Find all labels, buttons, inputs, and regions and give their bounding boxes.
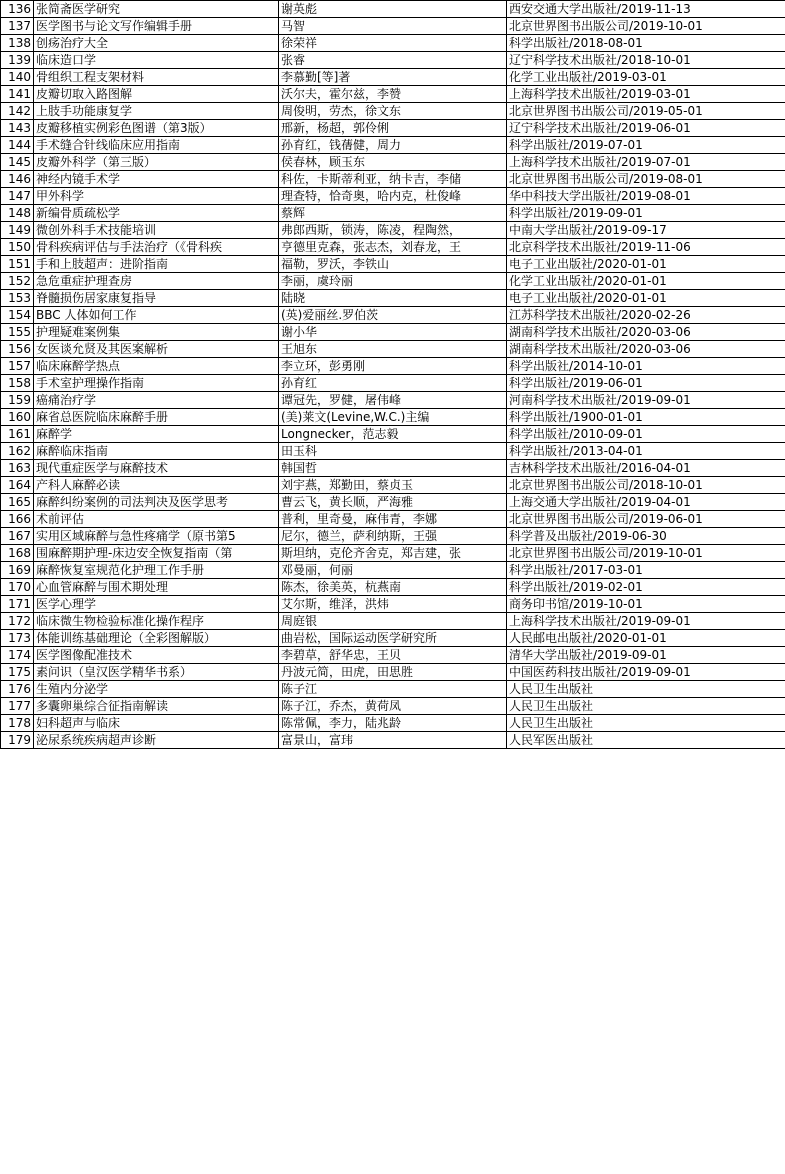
publisher-date-cell: 科学出版社/2010-09-01 <box>507 426 785 443</box>
author-cell: 曲岩松，国际运动医学研究所 <box>279 630 507 647</box>
row-number-cell: 156 <box>1 341 34 358</box>
row-number-cell: 173 <box>1 630 34 647</box>
publisher-date-cell: 上海交通大学出版社/2019-04-01 <box>507 494 785 511</box>
row-number-cell: 168 <box>1 545 34 562</box>
row-number-cell: 148 <box>1 205 34 222</box>
author-cell: (英)爱丽丝.罗伯茨 <box>279 307 507 324</box>
row-number-cell: 155 <box>1 324 34 341</box>
table-row <box>1 494 785 511</box>
book-title-cell: 医学图像配准技术 <box>34 647 279 664</box>
row-number-cell: 147 <box>1 188 34 205</box>
publisher-date-cell: 科学出版社/2019-06-01 <box>507 375 785 392</box>
row-number-cell: 139 <box>1 52 34 69</box>
author-cell: 马智 <box>279 18 507 35</box>
author-cell: 刘宇燕，郑勤田，蔡贞玉 <box>279 477 507 494</box>
publisher-date-cell: 中国医药科技出版社/2019-09-01 <box>507 664 785 681</box>
table-row <box>1 477 785 494</box>
publisher-date-cell: 湖南科学技术出版社/2020-03-06 <box>507 324 785 341</box>
publisher-date-cell: 清华大学出版社/2019-09-01 <box>507 647 785 664</box>
publisher-date-cell: 上海科学技术出版社/2019-03-01 <box>507 86 785 103</box>
row-number-cell: 136 <box>1 1 34 18</box>
table-row <box>1 596 785 613</box>
publisher-date-cell: 人民邮电出版社/2020-01-01 <box>507 630 785 647</box>
publisher-date-cell: 河南科学技术出版社/2019-09-01 <box>507 392 785 409</box>
publisher-date-cell: 科学出版社/2013-04-01 <box>507 443 785 460</box>
table-row <box>1 86 785 103</box>
row-number-cell: 170 <box>1 579 34 596</box>
book-title-cell: 泌尿系统疾病超声诊断 <box>34 732 279 749</box>
publisher-date-cell: 北京世界图书出版公司/2019-08-01 <box>507 171 785 188</box>
book-title-cell: 皮瓣移植实例彩色图谱（第3版） <box>34 120 279 137</box>
author-cell: (美)莱文(Levine,W.C.)主编 <box>279 409 507 426</box>
author-cell: 谢小华 <box>279 324 507 341</box>
author-cell: 科佐，卡斯蒂利亚，纳卡吉，李储 <box>279 171 507 188</box>
table-row <box>1 137 785 154</box>
table-row <box>1 664 785 681</box>
row-number-cell: 178 <box>1 715 34 732</box>
publisher-date-cell: 吉林科学技术出版社/2016-04-01 <box>507 460 785 477</box>
row-number-cell: 144 <box>1 137 34 154</box>
row-number-cell: 174 <box>1 647 34 664</box>
book-title-cell: 实用区域麻醉与急性疼痛学（原书第5 <box>34 528 279 545</box>
table-row <box>1 52 785 69</box>
book-title-cell: 麻醉临床指南 <box>34 443 279 460</box>
book-title-cell: 多囊卵巢综合征指南解读 <box>34 698 279 715</box>
author-cell: 李碧草，舒华忠，王贝 <box>279 647 507 664</box>
book-title-cell: 上肢手功能康复学 <box>34 103 279 120</box>
table-row <box>1 426 785 443</box>
publisher-date-cell: 科学出版社/2019-09-01 <box>507 205 785 222</box>
author-cell: 王旭东 <box>279 341 507 358</box>
author-cell: 侯春林，顾玉东 <box>279 154 507 171</box>
table-row <box>1 732 785 749</box>
book-title-cell: 产科人麻醉必读 <box>34 477 279 494</box>
table-row <box>1 562 785 579</box>
book-title-cell: 妇科超声与临床 <box>34 715 279 732</box>
book-title-cell: 女医谈允贤及其医案解析 <box>34 341 279 358</box>
table-row <box>1 290 785 307</box>
book-title-cell: 神经内镜手术学 <box>34 171 279 188</box>
publisher-date-cell: 商务印书馆/2019-10-01 <box>507 596 785 613</box>
table-row <box>1 647 785 664</box>
book-title-cell: 张简斋医学研究 <box>34 1 279 18</box>
publisher-date-cell: 科学出版社/2017-03-01 <box>507 562 785 579</box>
author-cell: 丹波元简，田虎，田思胜 <box>279 664 507 681</box>
author-cell: 弗郎西斯，锁涛，陈凌，程陶然， <box>279 222 507 239</box>
row-number-cell: 171 <box>1 596 34 613</box>
book-title-cell: 临床造口学 <box>34 52 279 69</box>
row-number-cell: 158 <box>1 375 34 392</box>
row-number-cell: 137 <box>1 18 34 35</box>
table-row <box>1 460 785 477</box>
table-row <box>1 103 785 120</box>
book-title-cell: 麻醉纠纷案例的司法判决及医学思考 <box>34 494 279 511</box>
table-row <box>1 239 785 256</box>
table-row <box>1 120 785 137</box>
book-title-cell: 心血管麻醉与围术期处理 <box>34 579 279 596</box>
book-title-cell: 临床微生物检验标准化操作程序 <box>34 613 279 630</box>
publisher-date-cell: 湖南科学技术出版社/2020-03-06 <box>507 341 785 358</box>
row-number-cell: 166 <box>1 511 34 528</box>
row-number-cell: 169 <box>1 562 34 579</box>
row-number-cell: 154 <box>1 307 34 324</box>
table-row <box>1 69 785 86</box>
publisher-date-cell: 西安交通大学出版社/2019-11-13 <box>507 1 785 18</box>
table-row <box>1 256 785 273</box>
row-number-cell: 162 <box>1 443 34 460</box>
publisher-date-cell: 北京科学技术出版社/2019-11-06 <box>507 239 785 256</box>
publisher-date-cell: 化学工业出版社/2019-03-01 <box>507 69 785 86</box>
table-row <box>1 307 785 324</box>
book-title-cell: 围麻醉期护理-床边安全恢复指南（第 <box>34 545 279 562</box>
author-cell: 徐荣祥 <box>279 35 507 52</box>
book-title-cell: 医学心理学 <box>34 596 279 613</box>
publisher-date-cell: 科学出版社/2018-08-01 <box>507 35 785 52</box>
row-number-cell: 175 <box>1 664 34 681</box>
publisher-date-cell: 上海科学技术出版社/2019-07-01 <box>507 154 785 171</box>
author-cell: Longnecker，范志毅 <box>279 426 507 443</box>
book-title-cell: 急危重症护理查房 <box>34 273 279 290</box>
publisher-date-cell: 中南大学出版社/2019-09-17 <box>507 222 785 239</box>
row-number-cell: 138 <box>1 35 34 52</box>
publisher-date-cell: 上海科学技术出版社/2019-09-01 <box>507 613 785 630</box>
table-row <box>1 545 785 562</box>
author-cell: 沃尔夫，霍尔兹，李赞 <box>279 86 507 103</box>
book-title-cell: 麻醉学 <box>34 426 279 443</box>
author-cell: 周俊明，劳杰，徐文东 <box>279 103 507 120</box>
publisher-date-cell: 华中科技大学出版社/2019-08-01 <box>507 188 785 205</box>
book-title-cell: 体能训练基础理论（全彩图解版） <box>34 630 279 647</box>
author-cell: 张睿 <box>279 52 507 69</box>
table-row <box>1 715 785 732</box>
publisher-date-cell: 北京世界图书出版公司/2019-05-01 <box>507 103 785 120</box>
book-title-cell: 微创外科手术技能培训 <box>34 222 279 239</box>
table-row <box>1 324 785 341</box>
book-title-cell: 术前评估 <box>34 511 279 528</box>
publisher-date-cell: 科学出版社/2014-10-01 <box>507 358 785 375</box>
author-cell: 陈子江 <box>279 681 507 698</box>
table-row <box>1 443 785 460</box>
table-row <box>1 341 785 358</box>
publisher-date-cell: 北京世界图书出版公司/2019-06-01 <box>507 511 785 528</box>
row-number-cell: 141 <box>1 86 34 103</box>
table-row <box>1 171 785 188</box>
row-number-cell: 177 <box>1 698 34 715</box>
row-number-cell: 150 <box>1 239 34 256</box>
row-number-cell: 176 <box>1 681 34 698</box>
book-title-cell: 麻醉恢复室规范化护理工作手册 <box>34 562 279 579</box>
publisher-date-cell: 电子工业出版社/2020-01-01 <box>507 290 785 307</box>
author-cell: 尼尔，德兰，萨利纳斯，王强 <box>279 528 507 545</box>
table-row <box>1 613 785 630</box>
book-title-cell: 临床麻醉学热点 <box>34 358 279 375</box>
author-cell: 李慕勤[等]著 <box>279 69 507 86</box>
book-title-cell: 甲外科学 <box>34 188 279 205</box>
publisher-date-cell: 江苏科学技术出版社/2020-02-26 <box>507 307 785 324</box>
publisher-date-cell: 化学工业出版社/2020-01-01 <box>507 273 785 290</box>
row-number-cell: 146 <box>1 171 34 188</box>
author-cell: 韩国哲 <box>279 460 507 477</box>
book-title-cell: 癌痛治疗学 <box>34 392 279 409</box>
publisher-date-cell: 辽宁科学技术出版社/2018-10-01 <box>507 52 785 69</box>
book-title-cell: 创疡治疗大全 <box>34 35 279 52</box>
table-row <box>1 188 785 205</box>
table-row <box>1 35 785 52</box>
book-title-cell: 皮瓣外科学（第三版） <box>34 154 279 171</box>
table-row <box>1 375 785 392</box>
book-title-cell: 手和上肢超声：进阶指南 <box>34 256 279 273</box>
author-cell: 蔡辉 <box>279 205 507 222</box>
publisher-date-cell: 人民卫生出版社 <box>507 715 785 732</box>
table-row <box>1 409 785 426</box>
author-cell: 李丽，虞玲丽 <box>279 273 507 290</box>
row-number-cell: 160 <box>1 409 34 426</box>
table-row <box>1 392 785 409</box>
table-row <box>1 511 785 528</box>
author-cell: 陆晓 <box>279 290 507 307</box>
table-row <box>1 154 785 171</box>
book-title-cell: 护理疑难案例集 <box>34 324 279 341</box>
table-row <box>1 273 785 290</box>
row-number-cell: 149 <box>1 222 34 239</box>
publisher-date-cell: 北京世界图书出版公司/2019-10-01 <box>507 545 785 562</box>
book-title-cell: 骨科疾病评估与手法治疗（《骨科疾 <box>34 239 279 256</box>
author-cell: 谭冠先，罗健，屠伟峰 <box>279 392 507 409</box>
publisher-date-cell: 科学出版社/2019-07-01 <box>507 137 785 154</box>
author-cell: 李立环，彭勇刚 <box>279 358 507 375</box>
table-row <box>1 18 785 35</box>
author-cell: 普利，里奇曼，麻伟青，李娜 <box>279 511 507 528</box>
author-cell: 邓曼丽，何丽 <box>279 562 507 579</box>
row-number-cell: 157 <box>1 358 34 375</box>
table-row <box>1 1 785 18</box>
publisher-date-cell: 辽宁科学技术出版社/2019-06-01 <box>507 120 785 137</box>
author-cell: 福勒，罗沃，李铁山 <box>279 256 507 273</box>
author-cell: 陈子江，乔杰，黄荷凤 <box>279 698 507 715</box>
book-title-cell: 骨组织工程支架材料 <box>34 69 279 86</box>
table-row <box>1 698 785 715</box>
author-cell: 孙育红，钱蒨健，周力 <box>279 137 507 154</box>
publisher-date-cell: 北京世界图书出版公司/2019-10-01 <box>507 18 785 35</box>
author-cell: 富景山，富玮 <box>279 732 507 749</box>
book-title-cell: 生殖内分泌学 <box>34 681 279 698</box>
row-number-cell: 167 <box>1 528 34 545</box>
publisher-date-cell: 科学出版社/2019-02-01 <box>507 579 785 596</box>
table-row <box>1 630 785 647</box>
table-row <box>1 205 785 222</box>
row-number-cell: 152 <box>1 273 34 290</box>
book-title-cell: 皮瓣切取入路图解 <box>34 86 279 103</box>
table-row <box>1 358 785 375</box>
row-number-cell: 164 <box>1 477 34 494</box>
book-title-cell: 手术缝合针线临床应用指南 <box>34 137 279 154</box>
author-cell: 理查特，恰奇奥，哈内克，杜俊峰 <box>279 188 507 205</box>
author-cell: 孙育红 <box>279 375 507 392</box>
book-title-cell: 麻省总医院临床麻醉手册 <box>34 409 279 426</box>
row-number-cell: 161 <box>1 426 34 443</box>
book-title-cell: 素问识（皇汉医学精华书系） <box>34 664 279 681</box>
publisher-date-cell: 电子工业出版社/2020-01-01 <box>507 256 785 273</box>
author-cell: 田玉科 <box>279 443 507 460</box>
publisher-date-cell: 人民军医出版社 <box>507 732 785 749</box>
book-title-cell: 手术室护理操作指南 <box>34 375 279 392</box>
author-cell: 艾尔斯，维泽，洪炜 <box>279 596 507 613</box>
publisher-date-cell: 科学出版社/1900-01-01 <box>507 409 785 426</box>
book-title-cell: 医学图书与论文写作编辑手册 <box>34 18 279 35</box>
book-list-body <box>1 1 785 749</box>
row-number-cell: 179 <box>1 732 34 749</box>
publisher-date-cell: 北京世界图书出版公司/2018-10-01 <box>507 477 785 494</box>
row-number-cell: 159 <box>1 392 34 409</box>
author-cell: 谢英彪 <box>279 1 507 18</box>
row-number-cell: 140 <box>1 69 34 86</box>
author-cell: 陈常佩，李力，陆兆龄 <box>279 715 507 732</box>
table-row <box>1 579 785 596</box>
table-row <box>1 222 785 239</box>
row-number-cell: 143 <box>1 120 34 137</box>
row-number-cell: 153 <box>1 290 34 307</box>
row-number-cell: 145 <box>1 154 34 171</box>
author-cell: 曹云飞，黄长顺，严海雅 <box>279 494 507 511</box>
table-row <box>1 681 785 698</box>
row-number-cell: 142 <box>1 103 34 120</box>
row-number-cell: 151 <box>1 256 34 273</box>
publisher-date-cell: 人民卫生出版社 <box>507 698 785 715</box>
book-title-cell: 脊髓损伤居家康复指导 <box>34 290 279 307</box>
book-title-cell: 新编骨质疏松学 <box>34 205 279 222</box>
author-cell: 邢新，杨超，郭伶俐 <box>279 120 507 137</box>
publisher-date-cell: 科学普及出版社/2019-06-30 <box>507 528 785 545</box>
table-row <box>1 528 785 545</box>
author-cell: 斯坦纳，克伦齐舍克，郑吉建，张 <box>279 545 507 562</box>
book-title-cell: BBC 人体如何工作 <box>34 307 279 324</box>
row-number-cell: 165 <box>1 494 34 511</box>
row-number-cell: 163 <box>1 460 34 477</box>
row-number-cell: 172 <box>1 613 34 630</box>
author-cell: 周庭银 <box>279 613 507 630</box>
book-title-cell: 现代重症医学与麻醉技术 <box>34 460 279 477</box>
author-cell: 亨德里克森，张志杰，刘春龙，王 <box>279 239 507 256</box>
publisher-date-cell: 人民卫生出版社 <box>507 681 785 698</box>
author-cell: 陈杰，徐美英，杭燕南 <box>279 579 507 596</box>
